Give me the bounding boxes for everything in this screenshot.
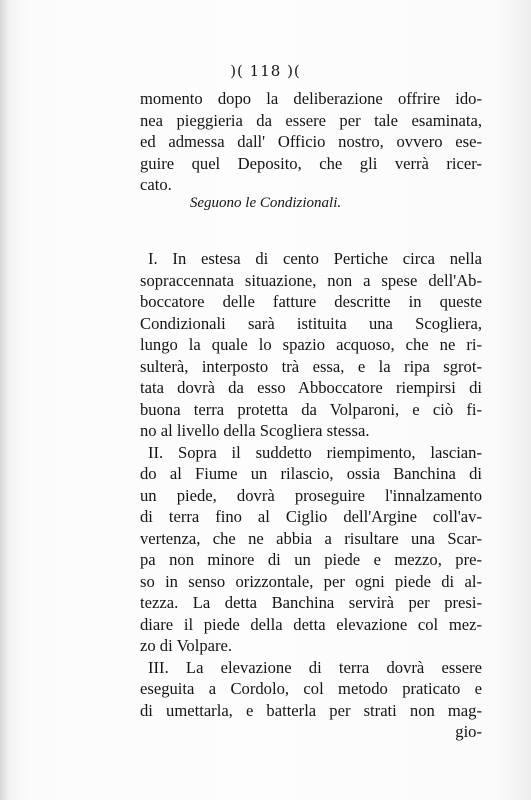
text-line: pa non minore di un piede e mezzo, pre-	[140, 550, 482, 569]
page-number-header: )( 118 )(	[230, 62, 301, 80]
text-line: III. La elevazione di terra dovrà essere	[148, 657, 482, 677]
text-line: boccatore delle fatture descritte in queste	[140, 292, 482, 311]
section-heading: Seguono le Condizionali.	[189, 195, 342, 211]
conditions-body	[140, 248, 482, 743]
text-line: tezza. La detta Banchina servirà per presi-	[140, 593, 482, 612]
text-line: zo di Volpare.	[140, 636, 233, 655]
text-line: nea pieggieria da essere per tale esaminata,	[140, 110, 482, 130]
text-line: eseguita a Cordolo, col metodo praticato e	[140, 679, 482, 698]
text-line: ed admessa dall' Officio nostro, ovvero ese-	[140, 132, 482, 151]
text-line: un piede, dovrà proseguire l'innalzamento	[140, 485, 482, 505]
text-line: no al livello della Scogliera stessa.	[140, 421, 370, 440]
text-line: momento dopo la deliberazione offrire ido-	[140, 89, 482, 108]
page-gutter-shadow	[0, 0, 10, 800]
text-line: guire quel Deposito, che gli verrà ricer-	[140, 153, 482, 173]
opening-paragraph	[140, 88, 482, 196]
text-line: do al Fiume un rilascio, ossia Banchina di	[140, 464, 482, 483]
text-line: Condizionali sarà istituita una Scogliera,	[140, 313, 482, 333]
text-line: lungo la quale lo spazio acquoso, che ne ri-	[140, 335, 482, 354]
text-line: cato.	[140, 175, 172, 194]
catchword: gio-	[455, 722, 482, 741]
text-line: di umettarla, e batterla per strati non mag-	[140, 700, 482, 720]
text-line: II. Sopra il suddetto riempimento, lascian-	[148, 442, 482, 462]
text-line: tata dovrà da esso Abboccatore riempirsi di	[140, 378, 482, 397]
text-line: di terra fino al Ciglio dell'Argine coll'av-	[140, 507, 482, 526]
text-line: buona terra protetta da Volparoni, e ciò fi-	[140, 399, 482, 419]
text-line: sulterà, interposto trà essa, e la ripa sgrot-	[140, 356, 482, 376]
text-line: sopraccennata situazione, non a spese dell'Ab-	[140, 270, 482, 290]
text-line: so in senso orizzontale, per ogni piede di al-	[140, 571, 482, 591]
text-line: I. In estesa di cento Pertiche circa nella	[148, 249, 482, 268]
text-line: vertenza, che ne abbia a risultare una Scar-	[140, 528, 482, 548]
text-line: diare il piede della detta elevazione col mez-	[140, 614, 482, 634]
